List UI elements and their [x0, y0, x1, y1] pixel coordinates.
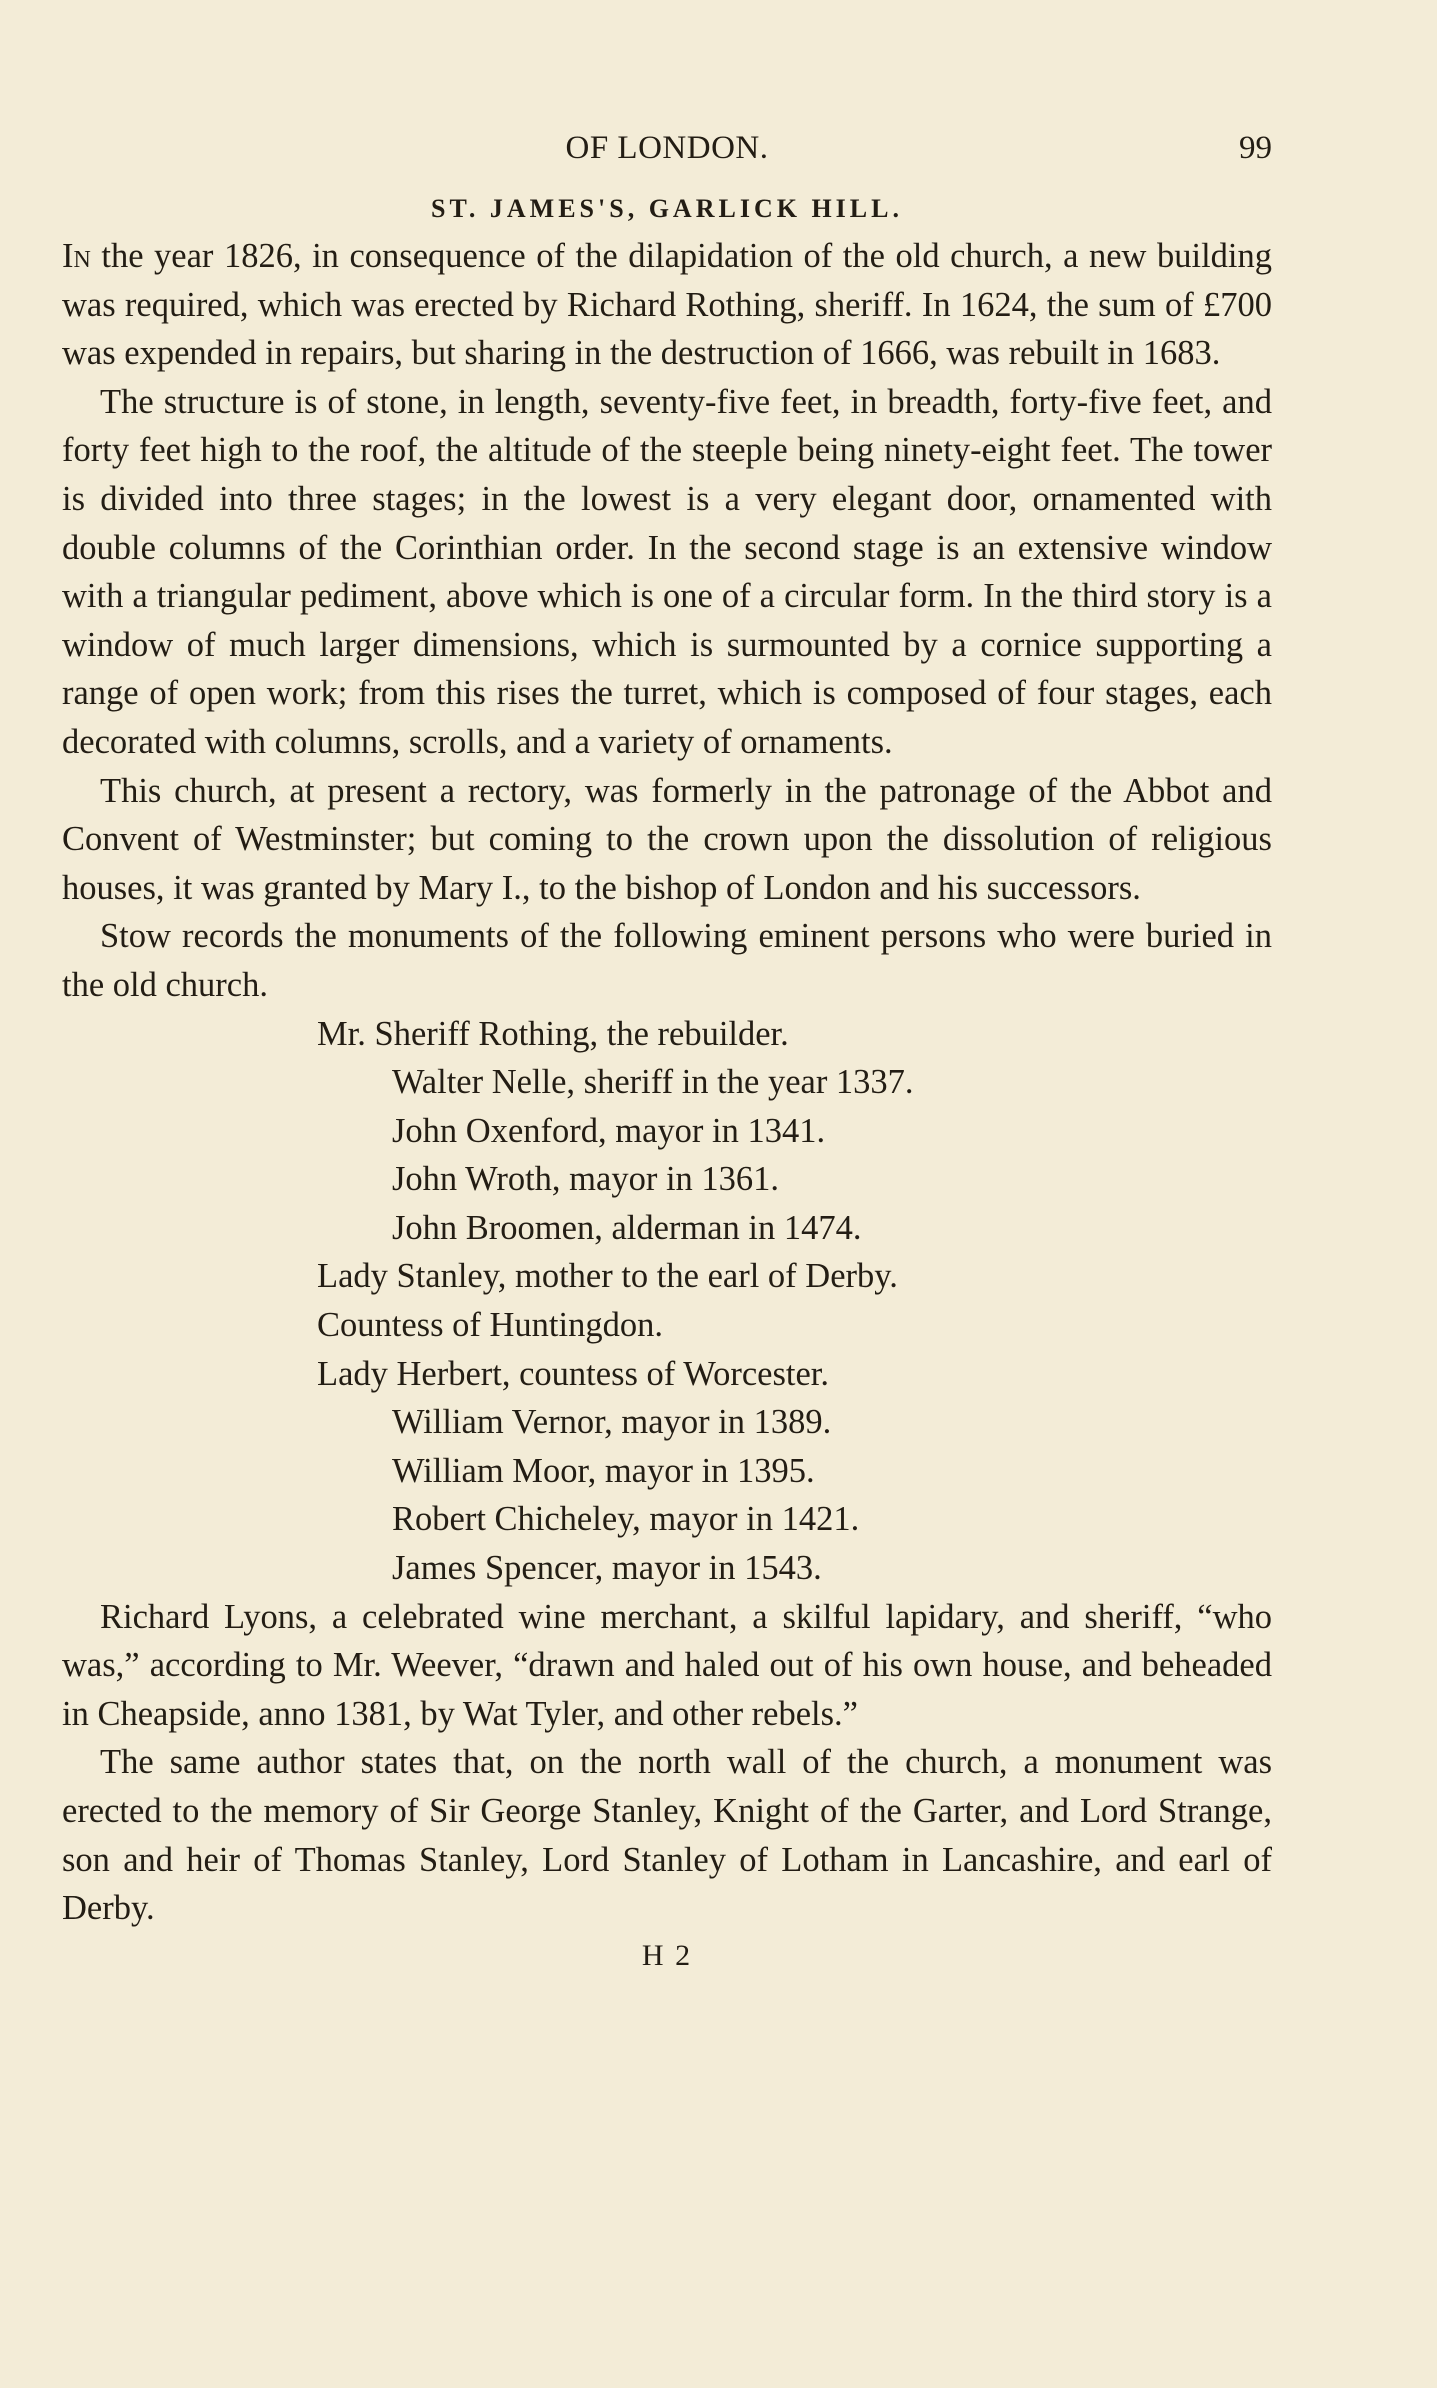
initial-word: In — [62, 237, 91, 275]
monument-item: John Oxenford, mayor in 1341. — [392, 1111, 826, 1150]
monument-item: Lady Herbert, countess of Worcester. — [317, 1354, 829, 1393]
signature-mark: H 2 — [641, 1938, 693, 1972]
running-header — [62, 130, 1272, 174]
running-title: OF LONDON. — [565, 130, 769, 166]
monument-item: William Moor, mayor in 1395. — [392, 1451, 815, 1490]
paragraph-2: The structure is of stone, in length, seventy-five feet, in breadth, forty-five feet, and forty feet high to the roof, the altitude of the steeple being ninety-eight feet. The tower is divided into three stages; in the lowest is a very elegant door, ornamented with double columns of the Corinthian order. In the second stage is an extensive window with a triangular pediment, above which is one of a circular form. In the third story is a window of much larger dimensions, which is surmounted by a cornice supporting a range of open work; from this rises the turret, which is composed of four stages, each decorated with columns, scrolls, and a variety of ornaments. — [62, 382, 1272, 761]
paragraph-1 — [62, 232, 1272, 378]
monument-item: Robert Chicheley, mayor in 1421. — [392, 1500, 860, 1539]
monument-item: William Vernor, mayor in 1389. — [392, 1403, 832, 1442]
page-number: 99 — [1239, 130, 1272, 166]
monument-item: Countess of Huntingdon. — [317, 1306, 663, 1345]
paragraph-5: Richard Lyons, a celebrated wine merchant, a skilful lapidary, and sheriff, “who was,” according to Mr. Weever, “drawn and haled out of his own house, and beheaded in Cheapside, anno 1381, by Wat Tyler, and other rebels.” — [62, 1597, 1272, 1733]
monument-item: Mr. Sheriff Rothing, the rebuilder. — [317, 1014, 789, 1053]
paragraph-4: Stow records the monuments of the following eminent persons who were buried in the old church. — [62, 917, 1272, 1004]
paragraph-6: The same author states that, on the north wall of the church, a monument was erected to the memory of Sir George Stanley, Knight of the Garter, and Lord Strange, son and heir of Thomas Stanley, Lord Stanley of Lotham in Lancashire, and earl of Derby. — [62, 1743, 1272, 1928]
paragraph-3: This church, at present a rectory, was formerly in the patronage of the Abbot and Convent of Westminster; but coming to the crown upon the dissolution of religious houses, it was granted by Mary I., to the bishop of London and his successors. — [62, 771, 1272, 907]
section-heading: ST. JAMES'S, GARLICK HILL. — [431, 194, 903, 223]
monument-item: John Wroth, mayor in 1361. — [392, 1160, 780, 1199]
monuments-list — [62, 1010, 1272, 1593]
monument-item: John Broomen, alderman in 1474. — [392, 1208, 862, 1247]
paragraph-1-text: the year 1826, in consequence of the dilapidation of the old church, a new building was required, which was erected by Richard Rothing, sheriff. In 1624, the sum of £700 was expended in repairs, but sharing in the destruction of 1666, was rebuilt in 1683. — [62, 237, 1272, 373]
monument-item: Lady Stanley, mother to the earl of Derby. — [317, 1257, 898, 1296]
monument-item: Walter Nelle, sheriff in the year 1337. — [392, 1063, 914, 1102]
monument-item: James Spencer, mayor in 1543. — [392, 1549, 822, 1588]
